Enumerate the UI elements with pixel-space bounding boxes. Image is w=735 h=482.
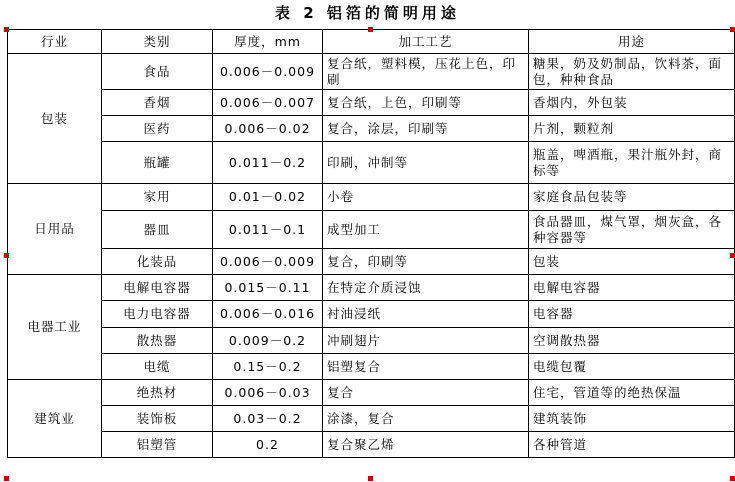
table-row — [8, 432, 735, 458]
use-cell: 建筑装饰 — [529, 406, 735, 432]
category-cell: 绝热材 — [102, 380, 213, 406]
process-cell: 冲刷翅片 — [323, 328, 529, 354]
header-process: 加工工艺 — [323, 30, 529, 54]
category-cell: 医药 — [102, 116, 213, 142]
category-cell: 瓶罐 — [102, 142, 213, 184]
resize-handle-top-left[interactable] — [4, 27, 9, 32]
table-row — [8, 354, 735, 380]
thickness-cell: 0.006－0.02 — [213, 116, 323, 142]
header-industry: 行业 — [8, 30, 102, 54]
process-cell: 衬油浸纸 — [323, 301, 529, 328]
thickness-cell: 0.006－0.009 — [213, 249, 323, 275]
industry-cell: 建筑业 — [8, 380, 102, 458]
resize-handle-bottom-middle[interactable] — [368, 476, 373, 481]
industry-cell: 电器工业 — [8, 275, 102, 380]
use-cell: 电解电容器 — [529, 275, 735, 301]
use-cell: 住宅，管道等的绝热保温 — [529, 380, 735, 406]
resize-handle-bottom-right[interactable] — [730, 476, 735, 481]
header-use: 用途 — [529, 30, 735, 54]
category-cell: 香烟 — [102, 90, 213, 116]
use-cell: 食品器皿，煤气罩，烟灰盒，各种容器等 — [529, 211, 735, 249]
thickness-cell: 0.006－0.007 — [213, 90, 323, 116]
use-cell: 电缆包覆 — [529, 354, 735, 380]
table-row — [8, 406, 735, 432]
category-cell: 装饰板 — [102, 406, 213, 432]
process-cell: 复合，印刷等 — [323, 249, 529, 275]
use-cell: 空调散热器 — [529, 328, 735, 354]
process-cell: 在特定介质浸蚀 — [323, 275, 529, 301]
category-cell: 器皿 — [102, 211, 213, 249]
category-cell: 铝塑管 — [102, 432, 213, 458]
process-cell: 成型加工 — [323, 211, 529, 249]
table-row — [8, 54, 735, 90]
process-cell: 涂漆，复合 — [323, 406, 529, 432]
thickness-cell: 0.03－0.2 — [213, 406, 323, 432]
table-row — [8, 184, 735, 211]
aluminum-foil-uses-table — [7, 29, 735, 458]
use-cell: 电容器 — [529, 301, 735, 328]
use-cell: 家庭食品包装等 — [529, 184, 735, 211]
thickness-cell: 0.006－0.009 — [213, 54, 323, 90]
industry-cell: 包装 — [8, 54, 102, 184]
category-cell: 家用 — [102, 184, 213, 211]
header-category: 类别 — [102, 30, 213, 54]
table-title: 表 2 铝箔的简明用途 — [275, 4, 460, 22]
table-row — [8, 142, 735, 184]
use-cell: 糖果，奶及奶制品，饮料茶，面包，种种食品 — [529, 54, 735, 90]
category-cell: 化装品 — [102, 249, 213, 275]
thickness-cell: 0.006－0.016 — [213, 301, 323, 328]
process-cell: 小卷 — [323, 184, 529, 211]
industry-cell: 日用品 — [8, 184, 102, 275]
category-cell: 食品 — [102, 54, 213, 90]
thickness-cell: 0.01－0.02 — [213, 184, 323, 211]
table-row — [8, 90, 735, 116]
table-row — [8, 249, 735, 275]
resize-handle-middle-right[interactable] — [730, 253, 735, 258]
thickness-cell: 0.15－0.2 — [213, 354, 323, 380]
thickness-cell: 0.2 — [213, 432, 323, 458]
category-cell: 散热器 — [102, 328, 213, 354]
table-row — [8, 275, 735, 301]
process-cell: 印刷，冲制等 — [323, 142, 529, 184]
use-cell: 各种管道 — [529, 432, 735, 458]
table-row — [8, 328, 735, 354]
thickness-cell: 0.015－0.11 — [213, 275, 323, 301]
resize-handle-bottom-left[interactable] — [4, 476, 9, 481]
resize-handle-top-middle[interactable] — [368, 27, 373, 32]
process-cell: 复合纸，上色，印刷等 — [323, 90, 529, 116]
process-cell: 复合聚乙烯 — [323, 432, 529, 458]
use-cell: 片剂，颗粒剂 — [529, 116, 735, 142]
process-cell: 复合纸，塑料模，压花上色，印刷 — [323, 54, 529, 90]
category-cell: 电缆 — [102, 354, 213, 380]
table-row — [8, 301, 735, 328]
header-thickness: 厚度，mm — [213, 30, 323, 54]
header-row — [8, 30, 735, 54]
table-row — [8, 211, 735, 249]
process-cell: 复合，涂层，印刷等 — [323, 116, 529, 142]
thickness-cell: 0.009－0.2 — [213, 328, 323, 354]
category-cell: 电力电容器 — [102, 301, 213, 328]
thickness-cell: 0.011－0.1 — [213, 211, 323, 249]
category-cell: 电解电容器 — [102, 275, 213, 301]
process-cell: 铝塑复合 — [323, 354, 529, 380]
use-cell: 瓶盖，啤酒瓶，果汁瓶外封，商标等 — [529, 142, 735, 184]
process-cell: 复合 — [323, 380, 529, 406]
thickness-cell: 0.006－0.03 — [213, 380, 323, 406]
use-cell: 香烟内，外包装 — [529, 90, 735, 116]
resize-handle-top-right[interactable] — [730, 27, 735, 32]
table-row — [8, 116, 735, 142]
use-cell: 包装 — [529, 249, 735, 275]
thickness-cell: 0.011－0.2 — [213, 142, 323, 184]
resize-handle-middle-left[interactable] — [4, 253, 9, 258]
table-row — [8, 380, 735, 406]
